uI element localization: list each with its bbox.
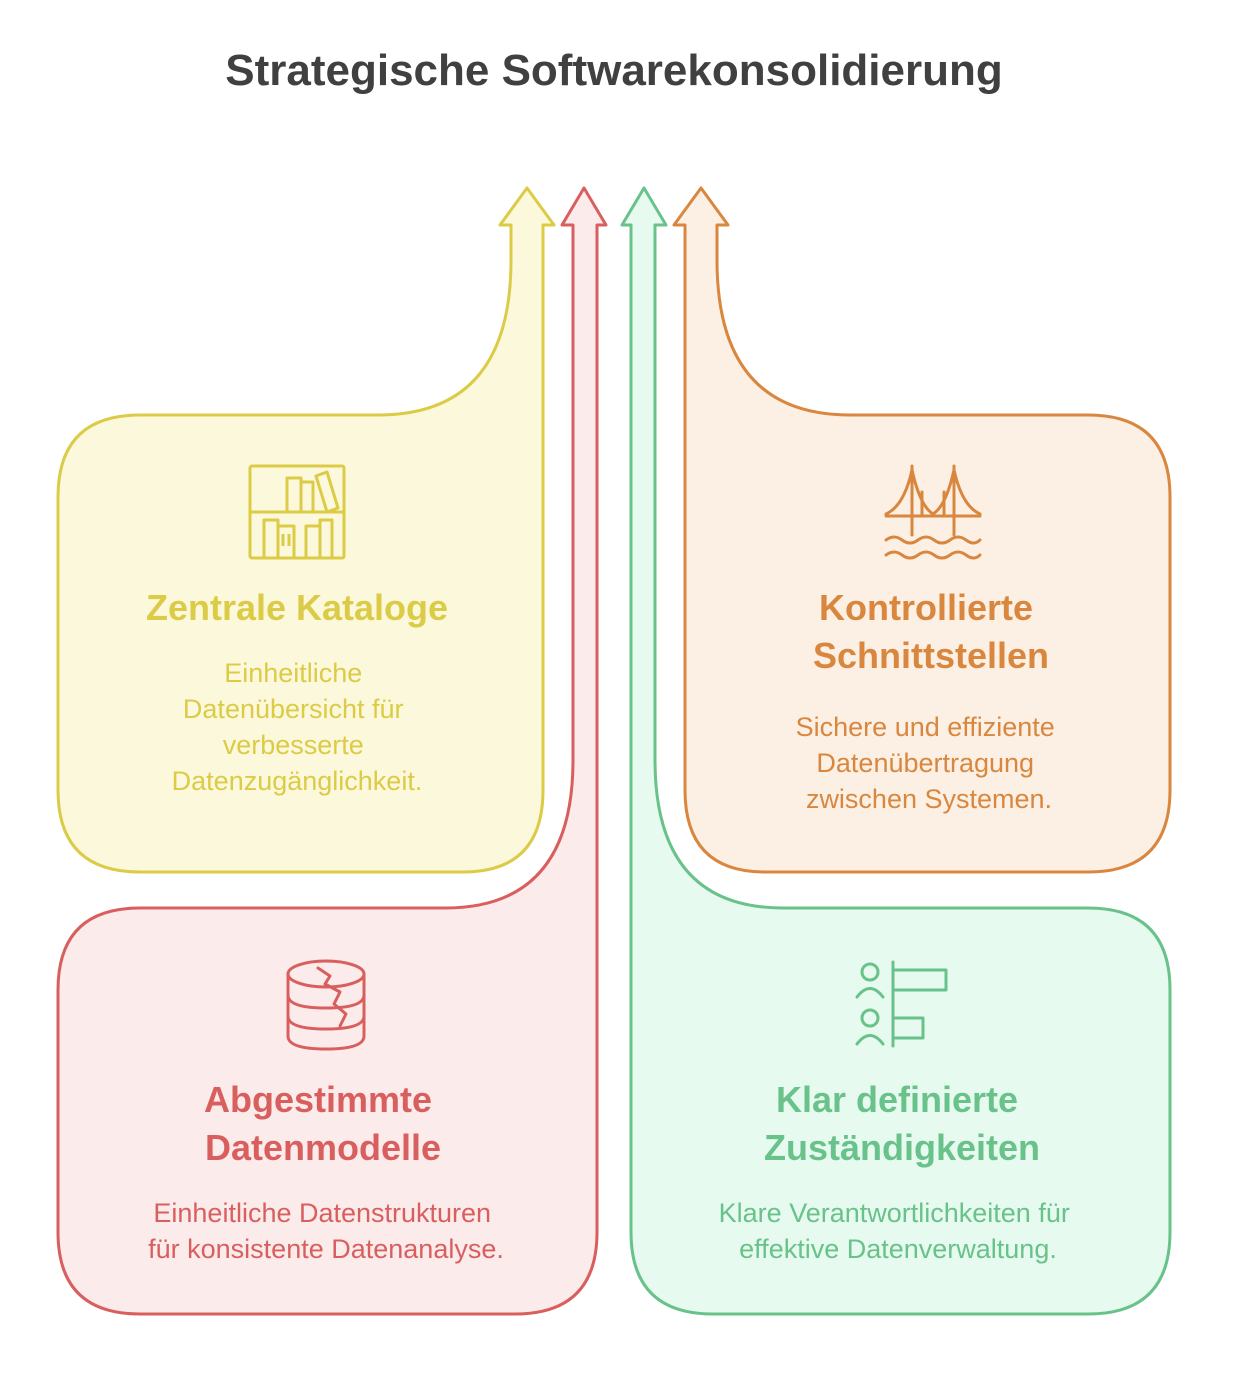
card-catalogs-title: Zentrale Kataloge	[145, 587, 449, 628]
card-interfaces-description: Sichere und effiziente Datenübertragung zwischen Systemen.	[795, 712, 1055, 814]
card-kontrollierte-schnittstellen	[674, 188, 1170, 872]
card-models-description: Einheitliche Datenstrukturen für konsistente Datenanalyse.	[148, 1198, 504, 1264]
card-catalogs-description: Einheitliche Datenübersicht für verbesserte Datenzugänglichkeit.	[171, 658, 423, 796]
card-zentrale-kataloge	[58, 188, 554, 872]
card-interfaces-title: Kontrollierte Schnittstellen	[812, 587, 1050, 676]
card-models-title: Abgestimmte Datenmodelle	[203, 1079, 442, 1168]
page-title: Strategische Softwarekonsolidierung	[225, 46, 1003, 95]
card-responsibilities-description: Klare Verantwortlichkeiten für effektive Datenverwaltung.	[718, 1198, 1070, 1264]
card-responsibilities-title: Klar definierte Zuständigkeiten	[763, 1079, 1041, 1168]
